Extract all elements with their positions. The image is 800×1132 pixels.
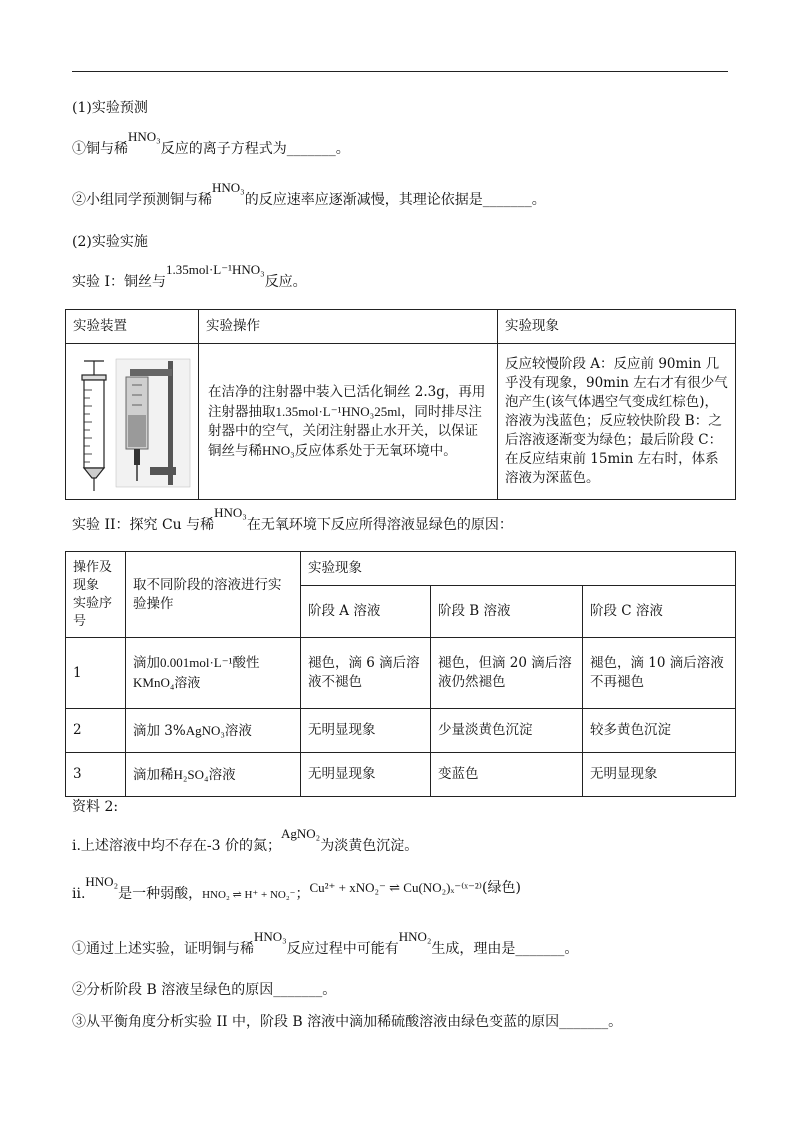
equilibrium-equation: HNO₂ ⇌ H⁺ + NO₂⁻ [202,889,296,901]
row-stage-b: 少量淡黄色沉淀 [431,709,583,753]
question-4: ②分析阶段 B 溶液呈绿色的原因_______。 [72,982,337,998]
formula: HNO₃ [262,442,295,458]
formula: HNO₃ [254,929,287,944]
section-2-title: (2)实验实施 [72,234,148,250]
formula: HNO₃ [214,505,247,520]
info-2: ii.HNO₂是一种弱酸，HNO₂ ⇌ H⁺ + NO₂⁻；Cu²⁺ + xNO₂⁻ ⇌ Cu(NO₂)ₓ⁻⁽ˣ⁻²⁾(绿色) [72,874,521,902]
row-stage-b: 褪色，但滴 20 滴后溶液仍然褪色 [431,638,583,709]
stage-c-header: 阶段 C 溶液 [583,586,736,638]
row-stage-a: 褪色，滴 6 滴后溶液不褪色 [301,638,431,709]
formula: HNO₃ [128,129,161,144]
phenomenon-cell: 反应较慢阶段 A：反应前 90min 几乎没有现象，90min 左右才有很少气泡产生(该气体遇空气变成红棕色)，溶液为浅蓝色；反应较快阶段 B：之后溶液逐渐变为绿色；最后阶段 C：在反应结束前 15min 左右时，体系溶液为深蓝色。 [498,344,736,500]
header-phenomenon: 实验现象 [498,310,736,344]
experiment-1-intro: 实验 I：铜丝与1.35mol·L⁻¹HNO₃反应。 [72,262,307,290]
formula: 1.35mol·L⁻¹HNO₃25ml [275,403,401,419]
table-row [66,709,736,753]
stage-b-header: 阶段 B 溶液 [431,586,583,638]
question-5: ③从平衡角度分析实验 II 中，阶段 B 溶液中滴加稀硫酸溶液由绿色变蓝的原因_______。 [72,1014,623,1030]
row-operation: 滴加稀H₂SO₄溶液 [126,753,301,797]
section-1-title: (1)实验预测 [72,100,148,116]
stage-a-header: 阶段 A 溶液 [301,586,431,638]
row-stage-a: 无明显现象 [301,753,431,797]
question-3: ①通过上述实验，证明铜与稀HNO₃反应过程中可能有HNO₂生成，理由是_______。 [72,929,579,957]
row-operation: 滴加 3%AgNO₃溶液 [126,709,301,753]
row-stage-b: 变蓝色 [431,753,583,797]
operation-cell: 在洁净的注射器中装入已活化铜丝 2.3g，再用注射器抽取1.35mol·L⁻¹HNO₃25ml，同时排尽注射器中的空气，关闭注射器止水开关，以保证铜丝与稀HNO₃反应体系处于无氧环境中。 [199,344,498,500]
question-2: ②小组同学预测铜与稀HNO₃的反应速率应逐渐减慢，其理论依据是_______。 [72,180,546,208]
color-note: (绿色) [481,880,521,896]
table-row [66,638,736,709]
formula: HNO₂ [398,929,432,944]
row-operation: 滴加0.001mol·L⁻¹酸性 KMnO₄溶液 [126,638,301,709]
row-number: 1 [66,638,126,709]
formula: AgNO₃ [185,722,225,738]
apparatus-image [66,344,199,500]
formula: 1.35mol·L⁻¹HNO₃ [165,262,265,277]
top-rule [72,71,728,72]
formula: AgNO₂ [281,826,321,841]
row-stage-c: 褪色，滴 10 滴后溶液不再褪色 [583,638,736,709]
experiment-2-intro: 实验 II：探究 Cu 与稀HNO₃在无氧环境下反应所得溶液显绿色的原因： [72,505,513,533]
info-title: 资料 2: [72,799,119,815]
operation-header: 取不同阶段的溶液进行实验操作 [126,552,301,638]
info-1: i.上述溶液中均不存在-3 价的氮；AgNO₂为淡黄色沉淀。 [72,826,419,854]
row-stage-c: 较多黄色沉淀 [583,709,736,753]
header-operation: 实验操作 [199,310,498,344]
row-number: 3 [66,753,126,797]
formula: KMnO₄溶液 [133,675,201,690]
formula: HNO₂ [85,874,119,889]
complex-equation: Cu²⁺ + xNO₂⁻ ⇌ Cu(NO₂)ₓ⁻⁽ˣ⁻²⁾ [309,880,482,895]
experiment-2-table [65,551,736,797]
experiment-1-table [65,309,736,500]
row-number: 2 [66,709,126,753]
row-stage-c: 无明显现象 [583,753,736,797]
header-apparatus: 实验装置 [66,310,199,344]
phenomenon-header: 实验现象 [301,552,736,586]
row-stage-a: 无明显现象 [301,709,431,753]
table-row [66,753,736,797]
formula: 0.001mol·L⁻¹ [160,655,233,670]
formula: HNO₃ [212,180,245,195]
formula: H₂SO₄ [173,766,209,782]
syringe-apparatus-image [70,355,194,495]
corner-header: 操作及现象 实验序号 [66,552,126,638]
question-1: ①铜与稀HNO₃反应的离子方程式为_______。 [72,129,350,157]
